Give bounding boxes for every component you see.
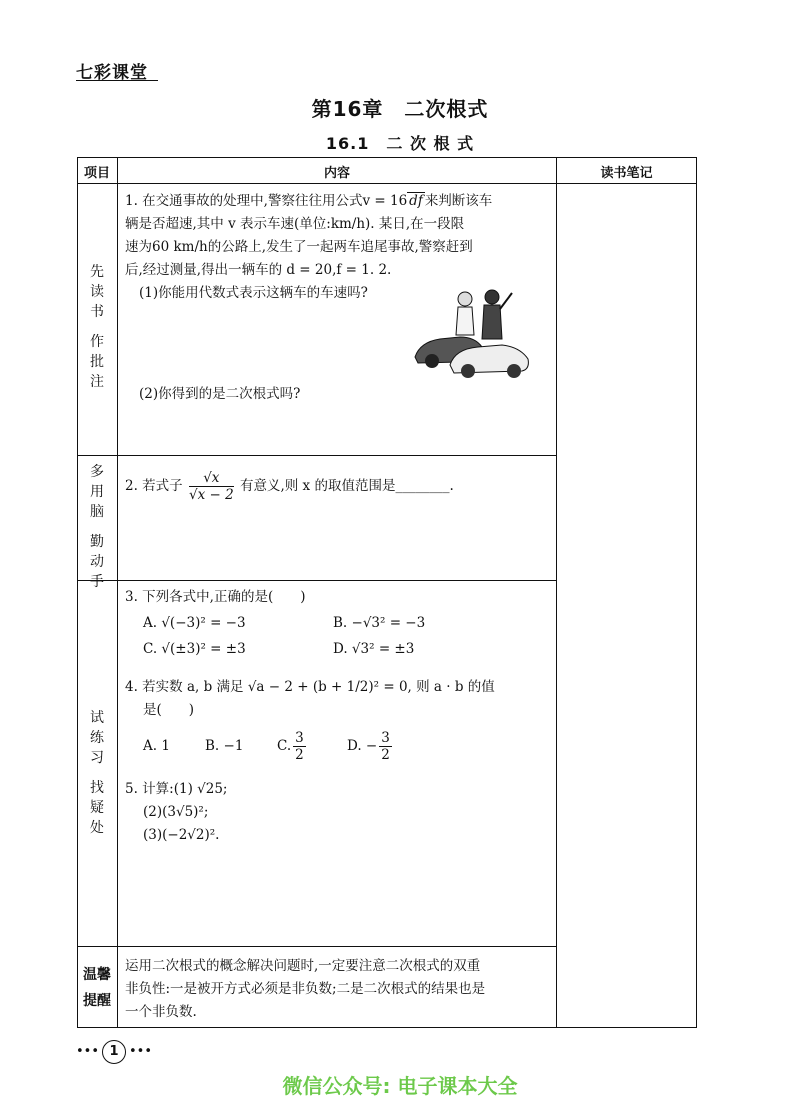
table-divider bbox=[117, 157, 118, 1028]
chapter-title: 第16章 二次根式 bbox=[311, 97, 489, 121]
header-rule bbox=[77, 183, 697, 184]
question-2: 2. 若式子 $\frac{√x}{√x - 2}$ 有意义,则 x 的取值范围是________. bbox=[125, 470, 454, 503]
header-notes: 读书笔记 bbox=[600, 166, 653, 181]
header-item: 项目 bbox=[83, 166, 110, 181]
section-title: 16.1 二 次 根 式 bbox=[325, 134, 475, 153]
row-rule bbox=[77, 455, 557, 456]
row-label-practice: 试 练 习 找 疑 处 bbox=[90, 710, 104, 836]
question-4: 4. 若实数 a, b 满足 √a − 2 + (b + 1/2)² = 0, 则 a · b 的值 是( ) A. 1 B. −1 C. $\frac{3}{2}$ D. − $\frac{3}{2}$ bbox=[125, 679, 495, 763]
header-content: 内容 bbox=[323, 166, 350, 181]
question-5: 5. 计算:(1) √25; (2)(3√5)²; (3)(−2√2)². bbox=[125, 781, 228, 843]
footer-watermark: 微信公众号: 电子课本大全 bbox=[282, 1074, 518, 1098]
row-label-read: 先 读 书 作 批 注 bbox=[90, 264, 104, 390]
row-label-think: 多 用 脑 勤 动 手 bbox=[90, 464, 104, 590]
row-rule bbox=[77, 580, 557, 581]
row-label-tip: 温馨 提醒 bbox=[83, 967, 111, 1009]
car-accident-illustration bbox=[410, 287, 530, 382]
question-1-part-2: (2)你得到的是二次根式吗? bbox=[139, 386, 301, 402]
question-1: 1. 在交通事故的处理中,警察往往用公式v = 16 df 来判断该车 辆是否超速,其中 v 表示车速(单位:km/h). 某日,在一段限 速为60 km/h的公路上,发生了一起两车追尾事故,警察赶到 后,经过测量,得出一辆车的 d = 20,f = 1. 2. (1)你能用代数式表示这辆车的车速吗? bbox=[125, 193, 493, 301]
page-number: ••• 1 ••• bbox=[76, 1040, 152, 1064]
tip-text: 运用二次根式的概念解决问题时,一定要注意二次根式的双重 非负性:一是被开方式必须是非负数;二是二次根式的结果也是 一个非负数. bbox=[125, 958, 486, 1020]
brand-logo: 七彩课堂 bbox=[76, 63, 148, 83]
row-rule bbox=[77, 946, 557, 947]
question-3: 3. 下列各式中,正确的是( ) A. √(−3)² = −3 B. −√3² = −3 C. √(±3)² = ±3 D. √3² = ±3 bbox=[125, 589, 426, 657]
logo-underline bbox=[76, 80, 158, 81]
notes-column bbox=[556, 157, 697, 1028]
